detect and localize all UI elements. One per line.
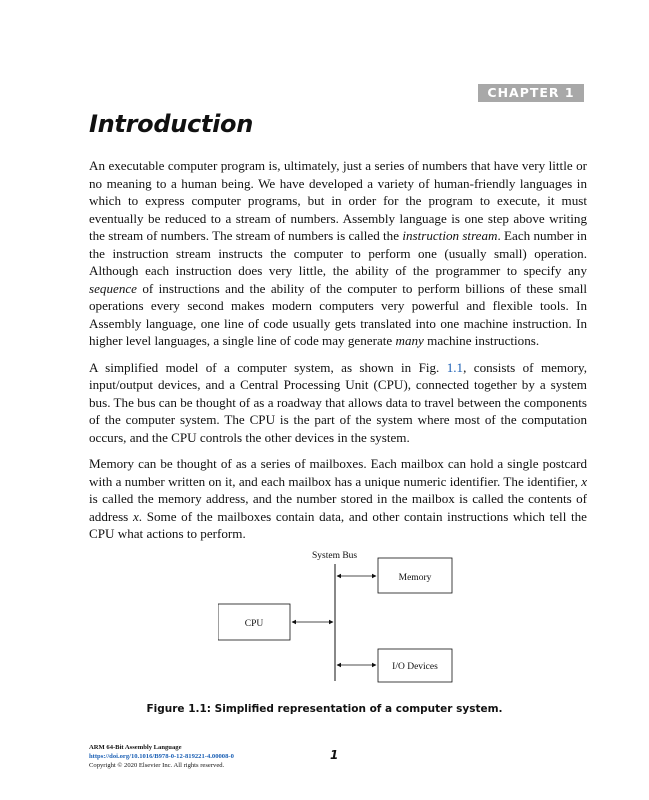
p3-text: is called the memory address, and the number stored in the mailbox is called the contents of address [89,491,587,524]
copyright: Copyright © 2020 Elsevier Inc. All rights reserved. [89,762,225,769]
system-diagram [218,546,468,686]
p2-text: , consists of memory, input/output devices, and a Central Processing Unit (CPU), connected together by a system bus. The bus can be thought of as a roadway that allows data to travel between the components of the computer system. The CPU is the part of the system where most of the computation occurs, and the CPU controls the other devices in the system. [89,359,587,445]
book-title: ARM 64-Bit Assembly Language [89,744,182,751]
p3-text: Memory can be thought of as a series of mailboxes. Each mailbox can hold a single postcard with a number written on it, and each mailbox has a unique numeric identifier. The identifier, [89,456,587,489]
p1-text: machine instructions. [423,333,540,348]
paragraph-2 [89,359,587,447]
chapter-label: CHAPTER 1 [478,84,584,102]
footer-info [89,743,234,770]
cpu-label: CPU [244,619,264,629]
p3-var-x: x [132,508,139,524]
chapter-title: Introduction [89,110,253,138]
body-text [89,157,587,552]
system-bus-label: System Bus [312,551,358,561]
io-devices-label: I/O Devices [392,662,438,672]
paragraph-3 [89,455,587,543]
paragraph-1 [89,157,587,350]
figure-caption: Figure 1.1: Simplified representation of a computer system. [146,703,503,715]
p3-var-x: x [581,473,587,489]
p1-text: of instructions and the ability of the computer to perform billions of these small operations every second makes modern computers very powerful and flexible tools. In Assembly language, one line of code usually gets translated into one machine instruction. In higher level languages, a single line of code may generate [89,280,587,348]
memory-label: Memory [398,573,432,583]
page-number: 1 [330,748,339,762]
p1-term-instruction-stream: instruction stream [402,228,498,243]
p3-text: . Some of the mailboxes contain data, and other contain instructions which tell the CPU what actions to perform. [89,508,587,541]
figure-link[interactable]: 1.1 [446,359,464,375]
p1-text: An executable computer program is, ultimately, just a series of numbers that have very little or no meaning to a human being. We have developed a variety of human-friendly languages in which to express computer programs, but in order for the program to execute, it must eventually be reduced to a stream of numbers. Assembly language is one step above writing the stream of numbers. The stream of numbers is called the [89,158,587,243]
p2-text: A simplified model of a computer system, as shown in Fig. [89,359,447,375]
p1-term-sequence: sequence [89,280,137,296]
p1-text: . Each number in the instruction stream instructs the computer to perform one (usually small) operation. Although each instruction does very little, the ability of the programmer to specify any [89,228,587,278]
p1-term-many: many [395,333,424,348]
doi-link[interactable]: https://doi.org/10.1016/B978-0-12-819221-4.00008-0 [89,753,234,760]
